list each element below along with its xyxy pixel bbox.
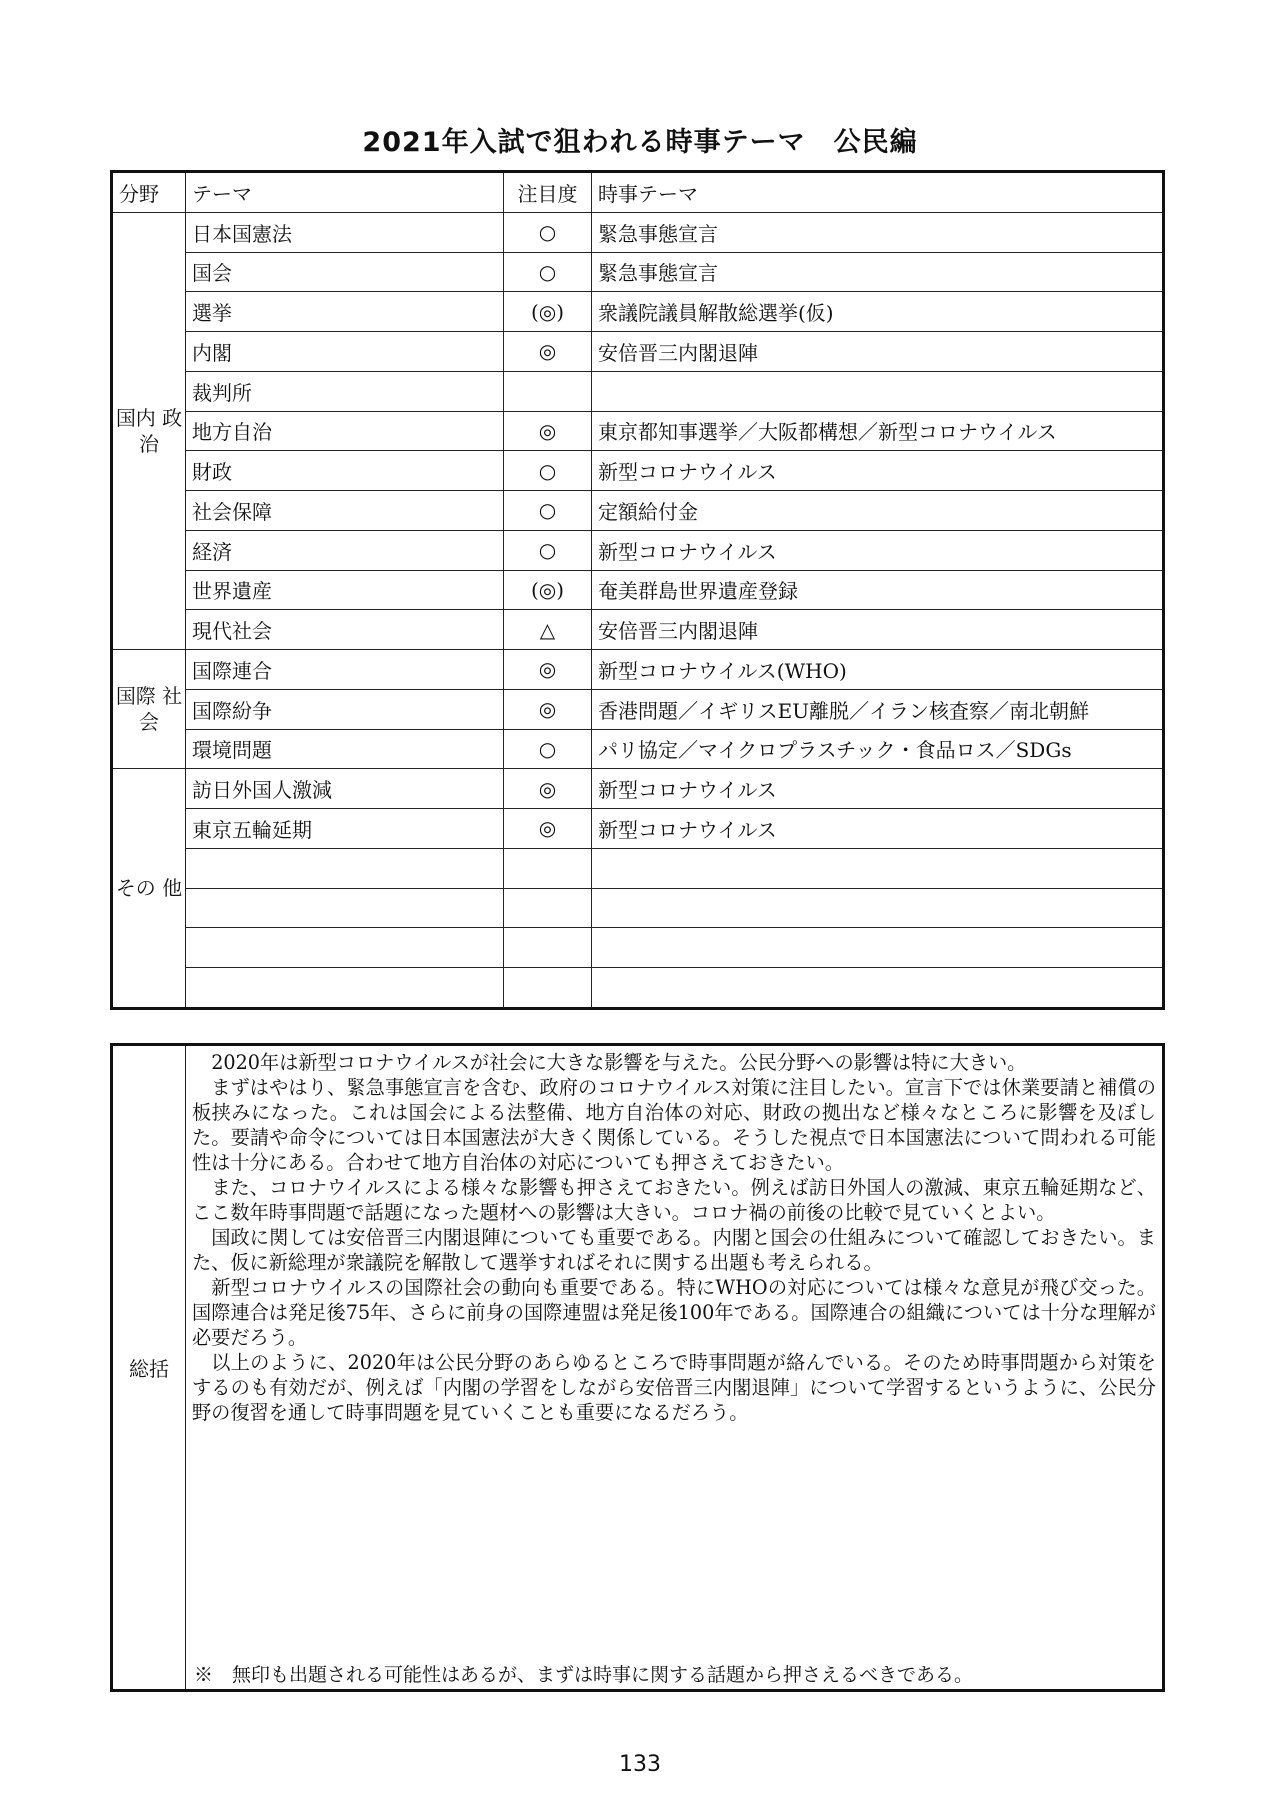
- category-cell: 国際 社会: [112, 650, 186, 769]
- current-topic-cell: 安倍晋三内閣退陣: [592, 610, 1164, 650]
- table-row: [112, 729, 1164, 769]
- theme-cell: 経済: [186, 530, 504, 570]
- attention-mark-cell: ◎: [504, 689, 592, 729]
- table-row: [112, 848, 1164, 888]
- attention-mark-cell: [504, 371, 592, 411]
- summary-text: [192, 1050, 1156, 1425]
- attention-mark-cell: ○: [504, 212, 592, 252]
- table-row: [112, 689, 1164, 729]
- theme-cell: [186, 888, 504, 928]
- table-row: [112, 888, 1164, 928]
- header-attention: 注目度: [504, 172, 592, 213]
- summary-label: 総括: [112, 1045, 186, 1691]
- theme-cell: 地方自治: [186, 411, 504, 451]
- current-topic-cell: [592, 928, 1164, 968]
- page-number: 133: [619, 1752, 661, 1777]
- current-topic-cell: 新型コロナウイルス: [592, 769, 1164, 809]
- theme-cell: 裁判所: [186, 371, 504, 411]
- current-topic-cell: 東京都知事選挙／大阪都構想／新型コロナウイルス: [592, 411, 1164, 451]
- attention-mark-cell: [504, 928, 592, 968]
- theme-cell: 環境問題: [186, 729, 504, 769]
- table-row: [112, 809, 1164, 849]
- table-row: [112, 968, 1164, 1009]
- page-title: 2021年入試で狙われる時事テーマ 公民編: [362, 127, 918, 158]
- theme-cell: 国会: [186, 252, 504, 292]
- theme-cell: [186, 968, 504, 1009]
- current-topic-cell: 安倍晋三内閣退陣: [592, 332, 1164, 372]
- current-topic-cell: [592, 371, 1164, 411]
- theme-cell: 訪日外国人激減: [186, 769, 504, 809]
- current-topic-cell: 新型コロナウイルス: [592, 809, 1164, 849]
- table-row: [112, 411, 1164, 451]
- table-row: [112, 371, 1164, 411]
- summary-paragraph: まずはやはり、緊急事態宣言を含む、政府のコロナウイルス対策に注目したい。宣言下では休業要請と補償の板挟みになった。これは国会による法整備、地方自治体の対応、財政の拠出など様々なところに影響を及ぼした。要請や命令については日本国憲法が大きく関係している。そうした視点で日本国憲法について問われる可能性は十分にある。合わせて地方自治体の対応についても押さえておきたい。: [192, 1076, 1156, 1174]
- current-topics-table: [110, 170, 1165, 1010]
- table-row: [112, 332, 1164, 372]
- summary-paragraph: また、コロナウイルスによる様々な影響も押さえておきたい。例えば訪日外国人の激減、東京五輪延期など、ここ数年時事問題で話題になった題材への影響は大きい。コロナ禍の前後の比較で見ていくとよい。: [192, 1176, 1156, 1224]
- summary-table: [110, 1043, 1165, 1692]
- header-current-topic: 時事テーマ: [592, 172, 1164, 213]
- table-row: [112, 610, 1164, 650]
- attention-mark-cell: ◎: [504, 650, 592, 690]
- attention-mark-cell: ○: [504, 530, 592, 570]
- current-topic-cell: 新型コロナウイルス: [592, 530, 1164, 570]
- current-topic-cell: パリ協定／マイクロプラスチック・食品ロス／SDGs: [592, 729, 1164, 769]
- current-topic-cell: 緊急事態宣言: [592, 212, 1164, 252]
- theme-cell: 選挙: [186, 292, 504, 332]
- theme-cell: 世界遺産: [186, 570, 504, 610]
- summary-note: ※ 無印も出題される可能性はあるが、まずは時事に関する話題から押さえるべきである。: [194, 1664, 974, 1686]
- current-topic-cell: 奄美群島世界遺産登録: [592, 570, 1164, 610]
- theme-cell: 内閣: [186, 332, 504, 372]
- table-row: [112, 292, 1164, 332]
- current-topic-cell: 新型コロナウイルス: [592, 451, 1164, 491]
- theme-cell: 国際連合: [186, 650, 504, 690]
- attention-mark-cell: ○: [504, 729, 592, 769]
- table-row: [112, 451, 1164, 491]
- theme-cell: 財政: [186, 451, 504, 491]
- attention-mark-cell: ○: [504, 252, 592, 292]
- attention-mark-cell: (◎): [504, 292, 592, 332]
- current-topic-cell: [592, 968, 1164, 1009]
- theme-cell: [186, 928, 504, 968]
- category-cell: 国内 政治: [112, 212, 186, 649]
- table-row: [112, 252, 1164, 292]
- attention-mark-cell: [504, 888, 592, 928]
- table-row: [112, 491, 1164, 531]
- table-row: [112, 530, 1164, 570]
- table-header-row: [112, 172, 1164, 213]
- attention-mark-cell: ◎: [504, 769, 592, 809]
- attention-mark-cell: ◎: [504, 332, 592, 372]
- table-row: [112, 928, 1164, 968]
- table-row: [112, 769, 1164, 809]
- header-field: 分野: [112, 172, 186, 213]
- current-topic-cell: [592, 848, 1164, 888]
- current-topic-cell: 緊急事態宣言: [592, 252, 1164, 292]
- summary-body: [186, 1045, 1164, 1691]
- summary-paragraph: 以上のように、2020年は公民分野のあらゆるところで時事問題が絡んでいる。そのため時事問題から対策をするのも有効だが、例えば「内閣の学習をしながら安倍晋三内閣退陣」について学習するというように、公民分野の復習を通して時事問題を見ていくことも重要になるだろう。: [192, 1351, 1156, 1424]
- theme-cell: 東京五輪延期: [186, 809, 504, 849]
- attention-mark-cell: (◎): [504, 570, 592, 610]
- attention-mark-cell: [504, 968, 592, 1009]
- attention-mark-cell: △: [504, 610, 592, 650]
- theme-cell: 現代社会: [186, 610, 504, 650]
- theme-cell: [186, 848, 504, 888]
- summary-paragraph: 国政に関しては安倍晋三内閣退陣についても重要である。内閣と国会の仕組みについて確認しておきたい。また、仮に新総理が衆議院を解散して選挙すればそれに関する出題も考えられる。: [192, 1226, 1156, 1274]
- attention-mark-cell: ◎: [504, 809, 592, 849]
- summary-paragraph: 2020年は新型コロナウイルスが社会に大きな影響を与えた。公民分野への影響は特に大きい。: [211, 1051, 1027, 1074]
- current-topic-cell: 衆議院議員解散総選挙(仮): [592, 292, 1164, 332]
- header-theme: テーマ: [186, 172, 504, 213]
- current-topic-cell: [592, 888, 1164, 928]
- category-cell: その 他: [112, 769, 186, 1009]
- table-row: [112, 650, 1164, 690]
- table-row: [112, 212, 1164, 252]
- current-topic-cell: 定額給付金: [592, 491, 1164, 531]
- attention-mark-cell: ○: [504, 451, 592, 491]
- current-topic-cell: 香港問題／イギリスEU離脱／イラン核査察／南北朝鮮: [592, 689, 1164, 729]
- theme-cell: 国際紛争: [186, 689, 504, 729]
- attention-mark-cell: ◎: [504, 411, 592, 451]
- theme-cell: 日本国憲法: [186, 212, 504, 252]
- attention-mark-cell: [504, 848, 592, 888]
- attention-mark-cell: ○: [504, 491, 592, 531]
- current-topic-cell: 新型コロナウイルス(WHO): [592, 650, 1164, 690]
- theme-cell: 社会保障: [186, 491, 504, 531]
- table-row: [112, 570, 1164, 610]
- summary-paragraph: 新型コロナウイルスの国際社会の動向も重要である。特にWHOの対応については様々な意見が飛び交った。国際連合は発足後75年、さらに前身の国際連盟は発足後100年である。国際連合の組織については十分な理解が必要だろう。: [192, 1276, 1156, 1349]
